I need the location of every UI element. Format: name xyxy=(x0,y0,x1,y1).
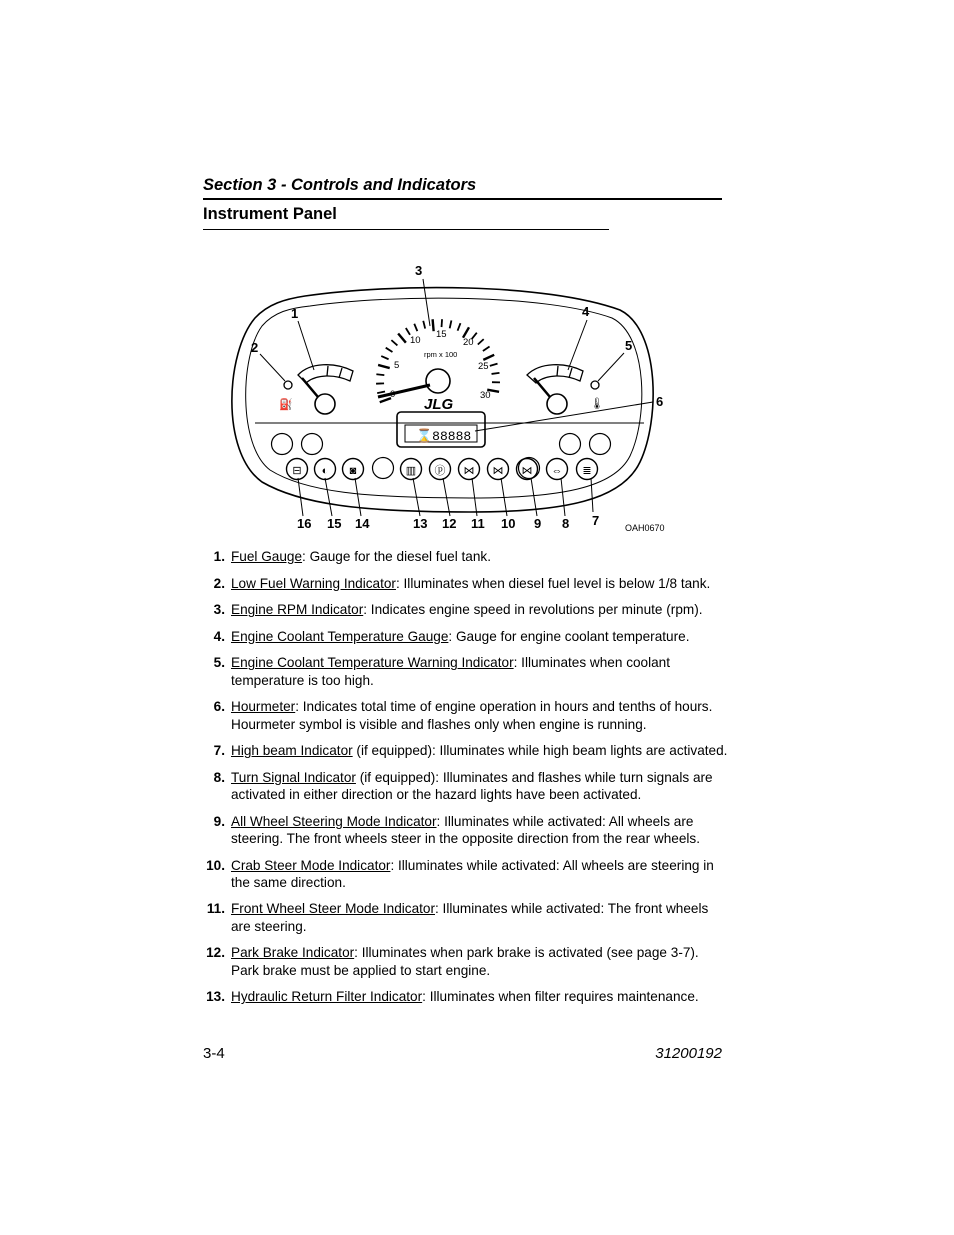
fuel-gauge xyxy=(284,365,353,414)
high-beam-icon: ≣ xyxy=(582,465,592,477)
rpm-unit-label: rpm x 100 xyxy=(424,350,458,359)
callout-leader xyxy=(475,402,653,431)
item-description: : Illuminates while activated: All wheels are steering in the same direction. xyxy=(231,857,714,890)
rpm-tick xyxy=(492,373,500,374)
blank-indicator-lamp xyxy=(560,434,581,455)
filter-icon: ▥ xyxy=(405,465,417,477)
blank-indicator-lamp xyxy=(302,434,323,455)
callout-leader xyxy=(568,320,587,370)
rpm-tick-label: 30 xyxy=(480,390,491,401)
blank-indicator-lamp xyxy=(373,458,394,479)
item-term: Hourmeter xyxy=(231,699,296,715)
rpm-tick xyxy=(458,323,461,330)
item-description: : Gauge for the diesel fuel tank. xyxy=(302,549,491,564)
rpm-tick xyxy=(381,356,388,359)
rpm-tick-label: 5 xyxy=(394,360,400,371)
item-term: Engine RPM Indicator xyxy=(231,602,364,618)
indicator-list-item xyxy=(203,857,728,892)
callout-label: 14 xyxy=(355,516,370,531)
item-number: 11. xyxy=(206,901,225,917)
callout-leader xyxy=(423,279,430,326)
callout-leader xyxy=(443,478,450,516)
rpm-tick xyxy=(398,334,406,343)
rpm-tick xyxy=(450,320,452,328)
callout-label: 12 xyxy=(442,516,457,531)
jlg-logo: JLG xyxy=(424,396,454,413)
rpm-tick xyxy=(483,347,490,351)
item-description: (if equipped): Illuminates and flashes while turn signals are activated in either direction or the hazard lights have been activated. xyxy=(231,769,713,803)
callout-leader xyxy=(591,478,593,512)
callout-label: 16 xyxy=(297,516,312,531)
coolant-needle xyxy=(534,378,550,397)
item-description: : Indicates total time of engine operation in hours and tenths of hours. Hourmeter symbol is visible and flashes only when engine is running. xyxy=(231,699,713,732)
item-number: 12. xyxy=(206,945,225,961)
item-number: 5. xyxy=(213,655,225,671)
indicator-list-item xyxy=(203,742,728,759)
item-description: : Illuminates while activated: All wheels are steering. The front wheels steer in the opposite direction from the rear wheels. xyxy=(231,813,700,846)
indicator-list-item xyxy=(203,698,728,733)
rpm-tick xyxy=(414,324,417,331)
callout-leader xyxy=(298,321,314,370)
indicator-list-item xyxy=(203,548,728,565)
rpm-tick xyxy=(483,355,494,360)
item-number: 8. xyxy=(213,769,225,785)
subsection-title: Instrument Panel xyxy=(203,205,609,230)
rpm-tick xyxy=(442,319,443,327)
glow-plug-icon: ◙ xyxy=(349,465,357,477)
item-number: 7. xyxy=(213,743,225,759)
rpm-tick xyxy=(478,339,484,344)
item-term: High beam Indicator xyxy=(231,743,353,759)
oil-pressure-icon: ◐ xyxy=(321,465,329,477)
item-term: All Wheel Steering Mode Indicator xyxy=(231,813,437,829)
section-title: Section 3 - Controls and Indicators xyxy=(203,176,722,200)
coolant-warning-light xyxy=(591,381,599,389)
item-term: Engine Coolant Temperature Warning Indicator xyxy=(231,655,514,671)
item-description: : Illuminates when park brake is activated (see page 3-7). Park brake must be applied to start engine. xyxy=(231,945,699,978)
document-number: 31200192 xyxy=(655,1045,722,1062)
callout-label: 9 xyxy=(534,516,542,531)
indicator-list-item xyxy=(203,813,728,848)
item-description: : Illuminates when filter requires maintenance. xyxy=(422,989,699,1005)
callout-leader xyxy=(561,478,565,516)
indicator-list-item xyxy=(203,601,728,618)
item-number: 1. xyxy=(213,549,225,564)
rpm-tick xyxy=(423,321,425,329)
item-term: Crab Steer Mode Indicator xyxy=(231,857,391,873)
thermometer-icon: 🌡 xyxy=(590,398,604,410)
item-term: Turn Signal Indicator xyxy=(231,769,356,785)
crab-steer-icon: ⋈ xyxy=(492,465,504,477)
coolant-gauge xyxy=(527,365,599,414)
rpm-needle xyxy=(378,385,430,397)
callout-label: 1 xyxy=(291,306,299,321)
rpm-tick xyxy=(386,348,393,352)
rpm-tick-label: 25 xyxy=(478,361,489,372)
rpm-tick-label: 20 xyxy=(463,337,474,348)
callout-label: 3 xyxy=(415,263,423,278)
blank-indicator-lamp xyxy=(590,434,611,455)
callout-label: 13 xyxy=(413,516,428,531)
callout-label: 5 xyxy=(625,338,633,353)
indicator-list-item xyxy=(203,628,728,645)
item-number: 4. xyxy=(213,628,225,644)
indicator-list-item xyxy=(203,654,728,689)
item-description: : Gauge for engine coolant temperature. xyxy=(448,628,690,644)
rpm-tick xyxy=(377,392,385,394)
callout-leader xyxy=(355,478,361,516)
item-number: 3. xyxy=(213,602,225,618)
callout-leader xyxy=(598,353,624,381)
callout-leader xyxy=(472,478,477,516)
item-description: : Illuminates when coolant temperature is too high. xyxy=(231,655,671,688)
low-fuel-warning-light xyxy=(284,381,292,389)
item-term: Hydraulic Return Filter Indicator xyxy=(231,989,423,1005)
figure-code: OAH0670 xyxy=(625,523,665,533)
item-description: : Indicates engine speed in revolutions per minute (rpm). xyxy=(363,602,703,618)
all-wheel-steer-icon: ⋈ xyxy=(521,465,533,477)
battery-icon: ⊟ xyxy=(292,465,302,477)
indicator-list-item xyxy=(203,575,728,592)
callout-label: 15 xyxy=(327,516,342,531)
item-term: Engine Coolant Temperature Gauge xyxy=(231,628,449,644)
rpm-tick-label: 10 xyxy=(410,335,421,346)
callout-leader xyxy=(325,478,332,516)
callout-label: 4 xyxy=(582,304,590,319)
indicator-list-item xyxy=(203,988,728,1005)
item-number: 13. xyxy=(206,989,225,1005)
item-number: 9. xyxy=(213,813,225,829)
callout-label: 7 xyxy=(592,513,600,528)
callout-label: 11 xyxy=(471,516,485,531)
callout-label: 2 xyxy=(251,340,259,355)
item-term: Low Fuel Warning Indicator xyxy=(231,575,396,591)
item-number: 10. xyxy=(206,857,225,873)
item-number: 6. xyxy=(213,699,225,715)
rpm-tick xyxy=(376,374,384,375)
front-steer-icon: ⋈ xyxy=(463,465,475,477)
blank-indicator-lamp xyxy=(272,434,293,455)
indicator-list xyxy=(203,548,728,1015)
callout-label: 6 xyxy=(656,394,664,409)
park-brake-icon: ⓟ xyxy=(434,465,446,477)
indicator-list-item xyxy=(203,944,728,979)
item-term: Front Wheel Steer Mode Indicator xyxy=(231,901,435,917)
item-term: Park Brake Indicator xyxy=(231,945,355,961)
callout-label: 8 xyxy=(562,516,570,531)
item-number: 2. xyxy=(213,575,225,591)
indicator-list-item xyxy=(203,769,728,804)
item-description: (if equipped): Illuminates while high beam lights are activated. xyxy=(352,743,728,759)
rpm-tick-label: 0 xyxy=(390,389,396,400)
turn-signal-icon: ⇔ xyxy=(551,465,563,477)
rpm-tick xyxy=(391,340,397,345)
rpm-tick xyxy=(490,364,498,366)
item-description: : Illuminates when diesel fuel level is below 1/8 tank. xyxy=(395,575,711,591)
item-term: Fuel Gauge xyxy=(231,549,303,564)
callout-label: 10 xyxy=(501,516,516,531)
callout-leader xyxy=(260,354,285,381)
rpm-tick xyxy=(406,328,410,335)
indicator-list-item xyxy=(203,900,728,935)
rpm-tick-label: 15 xyxy=(436,329,447,340)
rpm-tick xyxy=(378,365,390,368)
item-description: : Illuminates while activated: The front wheels are steering. xyxy=(231,901,709,934)
fuel-pump-icon: ⛽ xyxy=(279,399,293,411)
page-number: 3-4 xyxy=(203,1045,225,1062)
hourmeter-digits: ⌛88888 xyxy=(416,429,472,444)
rpm-tick xyxy=(433,319,434,331)
fuel-needle xyxy=(302,378,318,397)
